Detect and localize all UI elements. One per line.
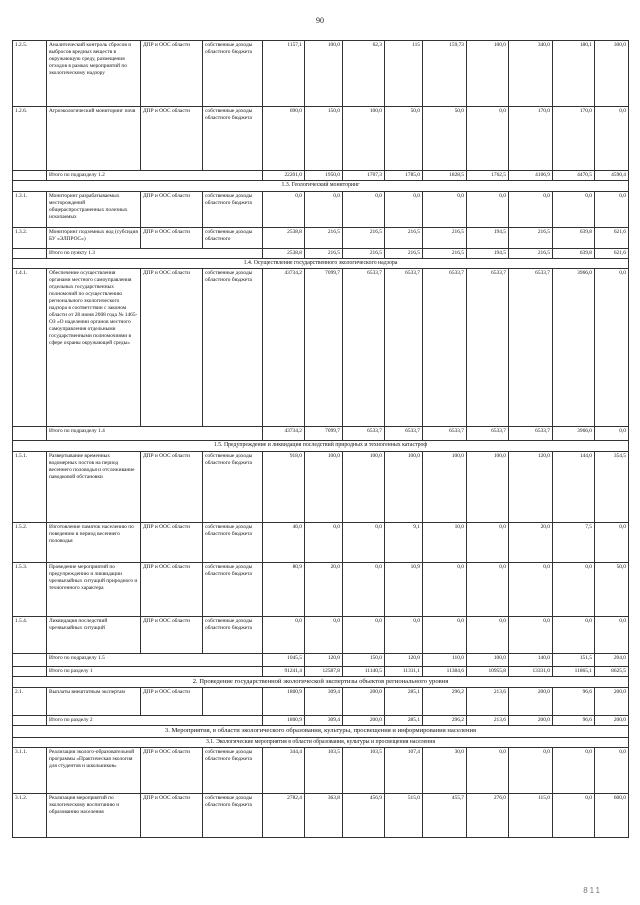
value-cell: 4106,9 [509,171,553,181]
value-cell: 300,0 [595,41,629,107]
code-cell [13,427,47,441]
name-cell: Мониторинг подземных вод (субсидия БУ «ЭЛПРОС») [47,227,141,248]
value-cell: 0,0 [385,191,423,227]
source-cell: собственные доходы областного бюджета [203,616,263,653]
name-cell: Обеспечение осуществления органами местного самоуправления отдельных государственных полномочий по осуществлению регионального экологического надзора в соответствии с законом области от 28 июня 2008 года № 1465-ОЗ «О наделении органов местного самоуправления отдельными государственными полномочиями в сфере охраны окружающей среды» [47,269,141,427]
value-cell: 0,0 [305,522,343,562]
value-cell: 204,0 [595,653,629,666]
value-cell: 200,0 [343,716,385,726]
table-row [13,748,629,794]
code-cell: 1.2.6. [13,107,47,171]
value-cell: 309,4 [305,688,343,716]
value-cell: 103,5 [305,748,343,794]
section-heading: 1.5. Предупреждение и ликвидация последствий природных и техногенных катастроф [13,441,629,452]
code-cell: 1.3.1. [13,191,47,227]
value-cell: 100,0 [467,653,509,666]
value-cell: 0,0 [595,522,629,562]
source-cell: собственные доходы областного бюджета [203,269,263,427]
value-cell: 340,0 [509,41,553,107]
section-heading: 3.1. Экологические мероприятия в области образования, культуры и просвещения населения [13,737,629,748]
table-row [13,227,629,248]
value-cell: 2782,4 [263,794,305,838]
total-label: Итого по подразделу 1.2 [47,171,263,181]
value-cell: 159,73 [423,41,467,107]
value-cell: 918,0 [263,451,305,522]
value-cell: 216,5 [423,248,467,258]
value-cell: 216,5 [385,248,423,258]
value-cell: 690,0 [263,107,305,171]
value-cell: 100,0 [305,41,343,107]
value-cell: 0,0 [595,107,629,171]
source-cell: собственные доходы областного бюджета [203,41,263,107]
value-cell: 296,2 [423,716,467,726]
value-cell: 151,5 [553,653,595,666]
value-cell: 150,0 [305,107,343,171]
source-cell: собственные доходы областного бюджета [203,522,263,562]
value-cell: 2538,8 [263,227,305,248]
name-cell: Изготовление памяток населению по поведению в период весеннего половодья [47,522,141,562]
value-cell: 0,0 [467,616,509,653]
name-cell: Проведение мероприятий по предупреждению и ликвидации чрезвычайных ситуаций природного и техногенного характера [47,562,141,616]
value-cell: 11865,1 [553,666,595,676]
executor-cell: ДПР и ООС области [141,688,203,716]
budget-table-sheet [12,40,628,838]
value-cell: 100,0 [423,451,467,522]
value-cell: 6533,7 [423,269,467,427]
table-row [13,688,629,716]
section-heading: 3. Мероприятия, в области экологического образования, культуры, просвещения и информирования населения [13,726,629,738]
value-cell: 0,0 [343,191,385,227]
executor-cell: ДПР и ООС области [141,451,203,522]
value-cell: 100,0 [467,451,509,522]
value-cell: 0,0 [343,522,385,562]
value-cell: 22201,0 [263,171,305,181]
value-cell: 9,1 [385,522,423,562]
value-cell: 4470,5 [553,171,595,181]
total-row [13,171,629,181]
value-cell: 200,0 [343,688,385,716]
value-cell: 0,0 [343,616,385,653]
value-cell: 1045,5 [263,653,305,666]
value-cell: 216,5 [343,248,385,258]
total-row [13,666,629,676]
value-cell: 115,0 [509,794,553,838]
table-row [13,107,629,171]
value-cell: 3966,0 [553,269,595,427]
value-cell: 1707,3 [343,171,385,181]
value-cell: 0,0 [553,794,595,838]
value-cell: 354,5 [595,451,629,522]
total-label: Итого по подразделу 1.4 [47,427,263,441]
value-cell: 0,0 [595,748,629,794]
value-cell: 100,0 [343,107,385,171]
value-cell: 50,0 [595,562,629,616]
table-row [13,41,629,107]
value-cell: 7099,7 [305,427,343,441]
value-cell: 0,0 [263,616,305,653]
source-cell: собственные доходы областного бюджета [203,107,263,171]
executor-cell: ДПР и ООС области [141,562,203,616]
value-cell: 200,0 [509,716,553,726]
source-cell [203,688,263,716]
value-cell: 285,1 [385,688,423,716]
value-cell: 43734,2 [263,427,305,441]
value-cell: 200,0 [595,688,629,716]
value-cell: 180,1 [553,41,595,107]
value-cell: 120,0 [509,451,553,522]
value-cell: 30,0 [423,748,467,794]
table-row [13,522,629,562]
code-cell [13,248,47,258]
table-row [13,191,629,227]
total-label: Итого по подразделу 1.5 [47,653,263,666]
value-cell: 216,5 [305,248,343,258]
code-cell [13,653,47,666]
executor-cell: ДПР и ООС области [141,616,203,653]
value-cell: 344,4 [263,748,305,794]
source-cell: собственные доходы областного бюджета [203,191,263,227]
value-cell: 0,0 [467,748,509,794]
source-cell: собственные доходы областного бюджета [203,794,263,838]
source-cell: собственные доходы областного бюджета [203,562,263,616]
value-cell: 0,0 [343,562,385,616]
value-cell: 0,0 [595,269,629,427]
name-cell: Выплаты внештатным экспертам [47,688,141,716]
executor-cell: ДПР и ООС области [141,227,203,248]
name-cell: Мониторинг разрабатываемых месторождений общераспространенных полезных ископаемых [47,191,141,227]
source-cell: собственные доходы областного бюджета [203,748,263,794]
executor-cell: ДПР и ООС области [141,748,203,794]
value-cell: 6533,7 [467,269,509,427]
value-cell: 0,0 [385,616,423,653]
value-cell: 213,6 [467,688,509,716]
value-cell: 7099,7 [305,269,343,427]
value-cell: 621,6 [595,227,629,248]
value-cell: 309,4 [305,716,343,726]
value-cell: 7,5 [553,522,595,562]
value-cell: 0,0 [423,616,467,653]
table-row [13,451,629,522]
value-cell: 50,0 [385,107,423,171]
value-cell: 6533,7 [509,427,553,441]
value-cell: 1762,5 [467,171,509,181]
code-cell [13,716,47,726]
value-cell: 276,0 [467,794,509,838]
total-row [13,716,629,726]
value-cell: 216,5 [343,227,385,248]
value-cell: 11311,1 [385,666,423,676]
section-heading: 1.3. Геологический мониторинг [13,181,629,192]
code-cell [13,171,47,181]
value-cell: 115 [385,41,423,107]
value-cell: 200,0 [509,688,553,716]
code-cell: 1.5.1. [13,451,47,522]
executor-cell: ДПР и ООС области [141,41,203,107]
value-cell: 103,5 [343,748,385,794]
value-cell: 6533,7 [385,427,423,441]
value-cell: 0,0 [263,191,305,227]
value-cell: 4590,4 [595,171,629,181]
footer-mark: 811 [583,886,602,895]
value-cell: 1828,5 [423,171,467,181]
value-cell: 13331,0 [509,666,553,676]
value-cell: 200,0 [595,716,629,726]
value-cell: 6533,7 [343,427,385,441]
value-cell: 3966,0 [553,427,595,441]
name-cell: Аналитический контроль сбросов и выбросов вредных веществ в окружающую среду, размещения отходов в рамках мероприятий по экологическому надзору [47,41,141,107]
value-cell: 8625,5 [595,666,629,676]
value-cell: 96,6 [553,688,595,716]
value-cell: 0,0 [509,562,553,616]
name-cell: Развертывание временных водомерных постов на период весеннего половодья и отслеживание паводковой обстановки [47,451,141,522]
code-cell: 3.1.1. [13,748,47,794]
value-cell: 194,5 [467,227,509,248]
value-cell: 11384,6 [423,666,467,676]
value-cell: 6533,7 [467,427,509,441]
code-cell: 1.2.5. [13,41,47,107]
value-cell: 0,0 [595,427,629,441]
value-cell: 194,5 [467,248,509,258]
value-cell: 621,6 [595,248,629,258]
value-cell: 10955,8 [467,666,509,676]
total-row [13,248,629,258]
value-cell: 6533,7 [385,269,423,427]
value-cell: 80,9 [263,562,305,616]
value-cell: 140,0 [509,653,553,666]
value-cell: 0,0 [305,616,343,653]
value-cell: 6533,7 [343,269,385,427]
value-cell: 1785,0 [385,171,423,181]
value-cell: 100,0 [305,451,343,522]
value-cell: 0,0 [467,562,509,616]
value-cell: 0,0 [595,616,629,653]
name-cell: Агроэкологический мониторинг почв [47,107,141,171]
value-cell: 216,5 [509,227,553,248]
value-cell: 285,1 [385,716,423,726]
value-cell: 363,8 [305,794,343,838]
value-cell: 100,0 [343,451,385,522]
value-cell: 10,9 [385,562,423,616]
value-cell: 0,0 [509,191,553,227]
value-cell: 11140,5 [343,666,385,676]
total-label: Итого по разделу 2 [47,716,263,726]
executor-cell: ДПР и ООС области [141,794,203,838]
value-cell: 91241,4 [263,666,305,676]
value-cell: 216,5 [423,227,467,248]
code-cell: 1.4.1. [13,269,47,427]
value-cell: 216,5 [385,227,423,248]
executor-cell: ДПР и ООС области [141,107,203,171]
value-cell: 0,0 [423,191,467,227]
value-cell: 1950,0 [305,171,343,181]
value-cell: 96,6 [553,716,595,726]
section-row [13,676,629,688]
value-cell: 6533,7 [423,427,467,441]
value-cell: 1800,9 [263,716,305,726]
value-cell: 6533,7 [509,269,553,427]
code-cell: 1.5.4. [13,616,47,653]
value-cell: 46,0 [263,522,305,562]
value-cell: 0,0 [509,616,553,653]
value-cell: 10,0 [423,522,467,562]
value-cell: 20,0 [305,562,343,616]
value-cell: 639,8 [553,248,595,258]
value-cell: 1800,9 [263,688,305,716]
value-cell: 0,0 [553,191,595,227]
value-cell: 0,0 [423,562,467,616]
value-cell: 600,0 [595,794,629,838]
value-cell: 107,4 [385,748,423,794]
code-cell: 1.5.3. [13,562,47,616]
code-cell [13,666,47,676]
value-cell: 0,0 [553,562,595,616]
name-cell: Реализация эколого-образовательной программы «Практическая экология для студентов и школьников» [47,748,141,794]
value-cell: 0,0 [553,616,595,653]
section-row [13,258,629,269]
code-cell: 3.1.2. [13,794,47,838]
executor-cell: ДПР и ООС области [141,522,203,562]
value-cell: 120,0 [305,653,343,666]
value-cell: 150,0 [343,653,385,666]
name-cell: Реализация мероприятий по экологическому воспитанию и образованию населения [47,794,141,838]
value-cell: 216,5 [509,248,553,258]
value-cell: 515,0 [385,794,423,838]
executor-cell: ДПР и ООС области [141,269,203,427]
code-cell: 1.3.2. [13,227,47,248]
value-cell: 0,0 [467,522,509,562]
table-body [13,41,629,838]
value-cell: 0,0 [553,748,595,794]
value-cell: 100,0 [467,41,509,107]
value-cell: 296,2 [423,688,467,716]
value-cell: 144,0 [553,451,595,522]
value-cell: 456,9 [343,794,385,838]
value-cell: 455,7 [423,794,467,838]
value-cell: 639,8 [553,227,595,248]
section-row [13,441,629,452]
table-row [13,269,629,427]
name-cell: Ликвидация последствий чрезвычайных ситуаций [47,616,141,653]
page-number: 90 [316,16,324,25]
value-cell: 216,5 [305,227,343,248]
source-cell: собственные доходы областного бюджета [203,451,263,522]
value-cell: 20,0 [509,522,553,562]
value-cell: 62,3 [343,41,385,107]
code-cell: 2.1. [13,688,47,716]
value-cell: 0,0 [305,191,343,227]
section-heading: 2. Проведение государственной экологической экспертизы объектов регионального уровня [13,676,629,688]
value-cell: 0,0 [509,748,553,794]
total-label: Итого по разделу 1 [47,666,263,676]
section-heading: 1.4. Осуществление государственного экологического надзора [13,258,629,269]
value-cell: 50,0 [423,107,467,171]
code-cell: 1.5.2. [13,522,47,562]
budget-table [12,40,629,838]
table-row [13,616,629,653]
section-row [13,726,629,738]
total-row [13,653,629,666]
section-row [13,737,629,748]
value-cell: 2538,8 [263,248,305,258]
value-cell: 170,0 [509,107,553,171]
total-label: Итого по пункту 1.3 [47,248,263,258]
section-row [13,181,629,192]
value-cell: 120,0 [385,653,423,666]
value-cell: 170,0 [553,107,595,171]
value-cell: 213,6 [467,716,509,726]
value-cell: 100,0 [385,451,423,522]
value-cell: 43734,2 [263,269,305,427]
table-row [13,794,629,838]
value-cell: 0,0 [467,191,509,227]
value-cell: 12587,8 [305,666,343,676]
value-cell: 0,0 [595,191,629,227]
value-cell: 110,0 [423,653,467,666]
value-cell: 0,0 [467,107,509,171]
table-row [13,562,629,616]
value-cell: 1157,1 [263,41,305,107]
executor-cell: ДПР и ООС области [141,191,203,227]
source-cell: собственные доходы областного [203,227,263,248]
total-row [13,427,629,441]
